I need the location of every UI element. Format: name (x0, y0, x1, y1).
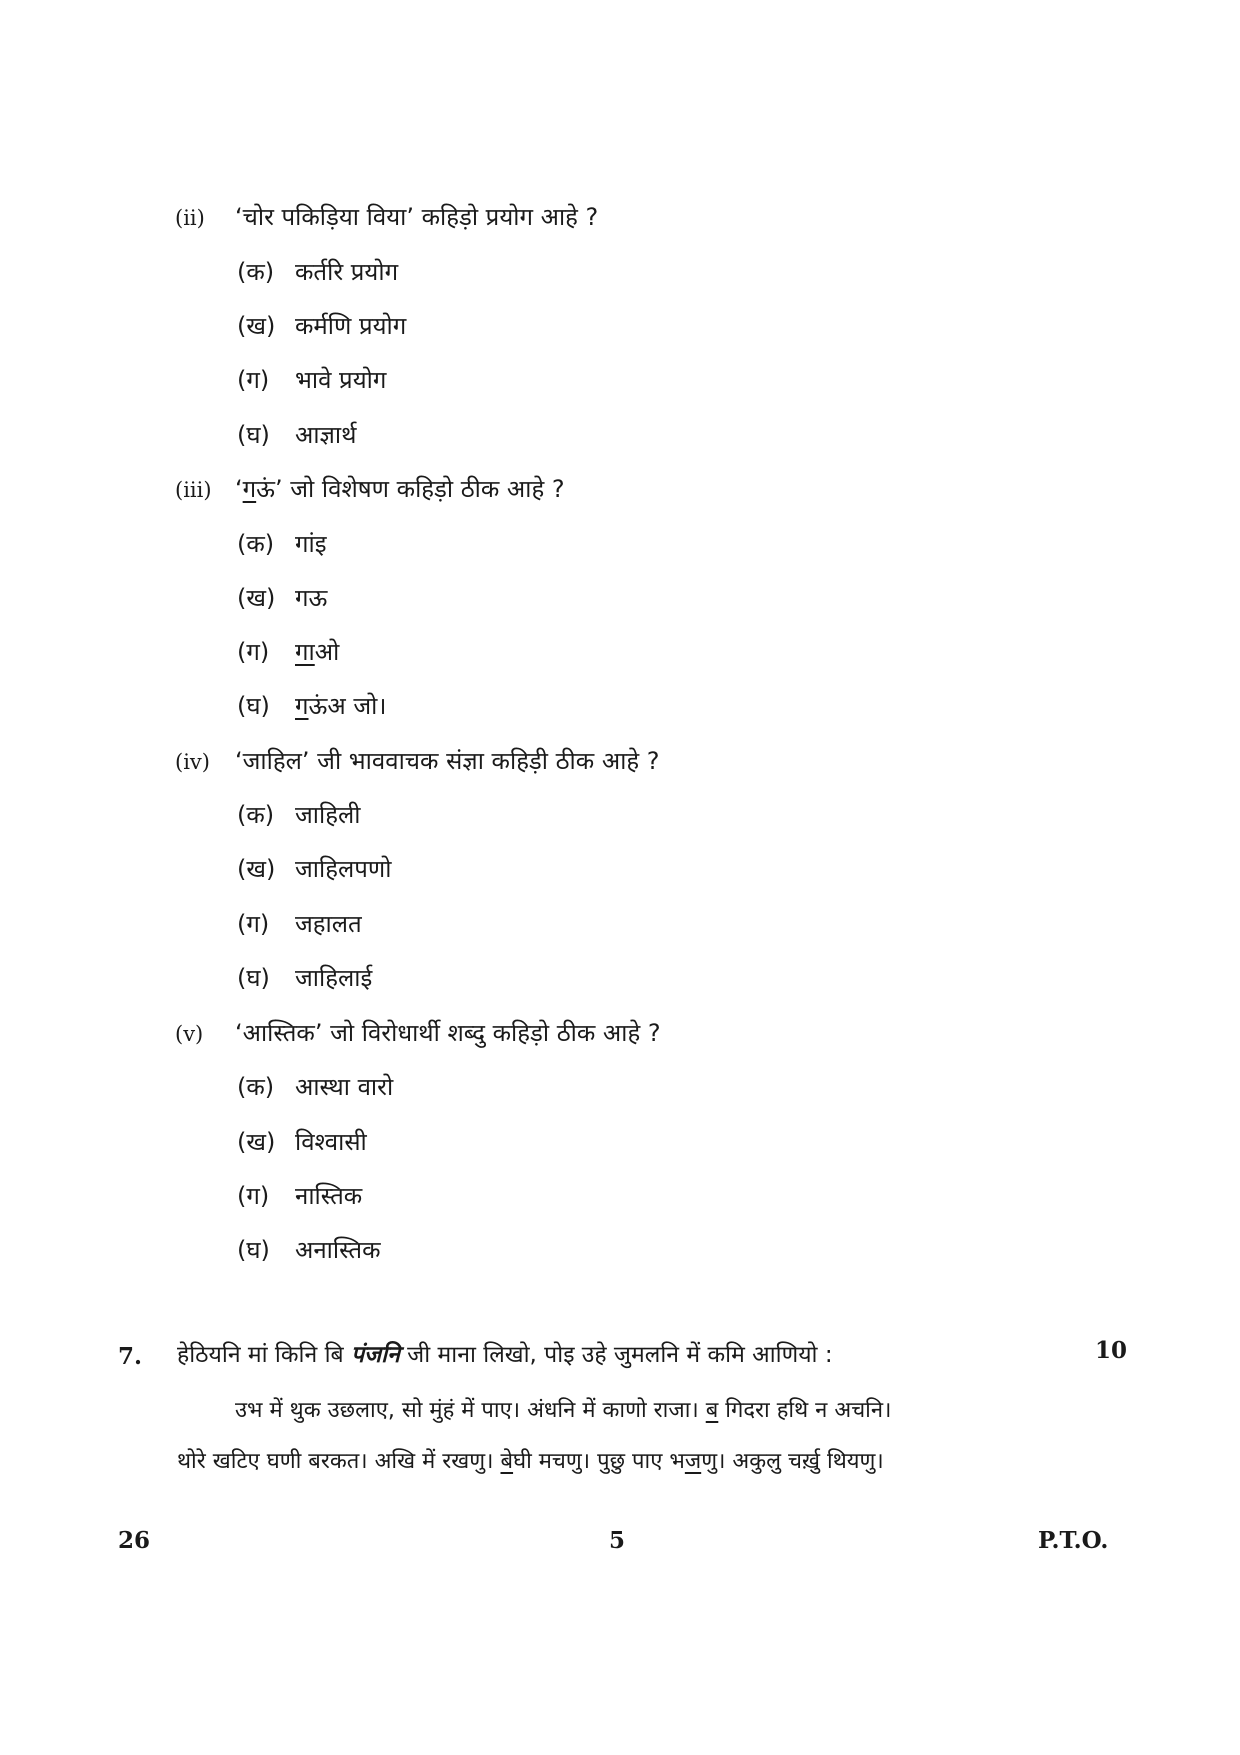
option-text: गांइ (295, 530, 327, 558)
page-number: 5 (609, 1527, 626, 1554)
option-text: जाहिलाई (295, 964, 373, 992)
option-text: भावे प्रयोग (295, 366, 387, 394)
option-text: आस्था वारो (295, 1073, 394, 1101)
option-label: (ख) (237, 855, 276, 883)
option-iii-gha (237, 689, 386, 722)
option-label: (ख) (237, 312, 276, 340)
pto-label: P.T.O. (1038, 1527, 1109, 1554)
option-label: (ख) (237, 1128, 276, 1156)
option-label: (ग) (237, 638, 270, 666)
option-text: कर्मणि प्रयोग (295, 312, 407, 340)
line2-part-b: घी मचणु। पुछु पाए भ (513, 1449, 685, 1474)
line2-underlined-1: बे (500, 1449, 514, 1474)
question-iii (175, 472, 565, 505)
question-text-rest: ऊं’ जो विशेषण कहिड़ो ठीक आहे ? (256, 475, 565, 503)
option-label: (घ) (237, 421, 270, 449)
option-v-ka (237, 1070, 393, 1103)
option-iv-gha (237, 961, 372, 994)
option-v-kha (237, 1125, 367, 1158)
question-number: (iv) (175, 750, 210, 774)
option-text: जाहिलपणो (295, 855, 392, 883)
option-text: जाहिली (295, 801, 361, 829)
option-label: (घ) (237, 964, 270, 992)
question-7-number: 7. (118, 1343, 143, 1370)
option-iii-ga (237, 635, 339, 668)
underlined-letter: ग (242, 475, 257, 503)
line2-underlined-2: ज (684, 1449, 702, 1474)
q7-text-post: जी माना लिखो, पोइ उहे जुमलनि में कमि आणियो : (399, 1342, 833, 1368)
question-text: ‘जाहिल’ जी भाववाचक संज्ञा कहिड़ी ठीक आहे ? (235, 747, 660, 775)
option-label: (ग) (237, 366, 270, 394)
option-text: गऊ (295, 584, 328, 612)
option-text: जहालत (295, 910, 362, 938)
question-text: ‘चोर पकिड़िया विया’ कहिड़ो प्रयोग आहे ? (235, 203, 599, 231)
q7-text-pre: हेठियनि मां किनि बि (177, 1342, 351, 1368)
option-text: कर्तरि प्रयोग (295, 258, 399, 286)
question-number: (ii) (175, 206, 205, 230)
underlined-part: गा (295, 638, 315, 666)
line2-part-a: थोरे खटिए घणी बरकत। अखि में रखणु। (177, 1449, 501, 1474)
option-ii-ga (237, 363, 386, 396)
option-label: (क) (237, 1073, 275, 1101)
option-text: विश्वासी (295, 1128, 367, 1156)
option-ii-gha (237, 418, 356, 451)
option-iii-kha (237, 581, 327, 614)
option-iv-ka (237, 798, 360, 831)
option-label: (ख) (237, 584, 276, 612)
question-iv (175, 744, 659, 777)
option-text (295, 635, 339, 668)
option-label: (क) (237, 258, 275, 286)
option-label: (क) (237, 530, 275, 558)
option-label: (घ) (237, 692, 270, 720)
proverbs-line-2 (177, 1445, 884, 1475)
line1-underlined: ब (705, 1398, 719, 1423)
question-number: (v) (175, 1022, 204, 1046)
footer-code: 26 (118, 1527, 151, 1554)
question-text (235, 472, 565, 505)
option-iv-ga (237, 907, 362, 940)
quote-open: ‘ (235, 475, 243, 503)
q7-text-bold: पंजनि (350, 1342, 400, 1368)
option-text (295, 689, 386, 722)
option-ii-ka (237, 255, 398, 288)
option-v-ga (237, 1179, 362, 1212)
option-text-rest: ऊंअ जो। (308, 692, 387, 720)
underlined-part: ग (295, 692, 309, 720)
option-label: (क) (237, 801, 275, 829)
option-label: (ग) (237, 910, 270, 938)
option-text: आज्ञार्थ (295, 421, 357, 449)
option-text: नास्तिक (295, 1182, 363, 1210)
proverbs-line-1 (235, 1394, 891, 1424)
line2-part-c: णु। अकुलु चर्ख़ु थियणु। (701, 1449, 884, 1474)
question-number: (iii) (175, 478, 212, 502)
question-ii (175, 200, 598, 233)
line1-part-b: गिदरा हथि न अचनि। (718, 1398, 892, 1423)
option-label: (घ) (237, 1236, 270, 1264)
line1-part-a: उभ में थुक उछलाए, सो मुंहं में पाए। अंधनि में काणो राजा। (235, 1398, 706, 1423)
question-7-marks: 10 (1095, 1337, 1128, 1364)
option-text-rest: ओ (314, 638, 340, 666)
question-v (175, 1016, 661, 1049)
question-7-text (177, 1337, 833, 1369)
option-ii-kha (237, 309, 406, 342)
question-text: ‘आस्तिक’ जो विरोधार्थी शब्दु कहिड़ो ठीक आहे ? (235, 1019, 661, 1047)
option-v-gha (237, 1233, 381, 1266)
option-iii-ka (237, 527, 327, 560)
option-label: (ग) (237, 1182, 270, 1210)
option-text: अनास्तिक (295, 1236, 381, 1264)
option-iv-kha (237, 852, 391, 885)
